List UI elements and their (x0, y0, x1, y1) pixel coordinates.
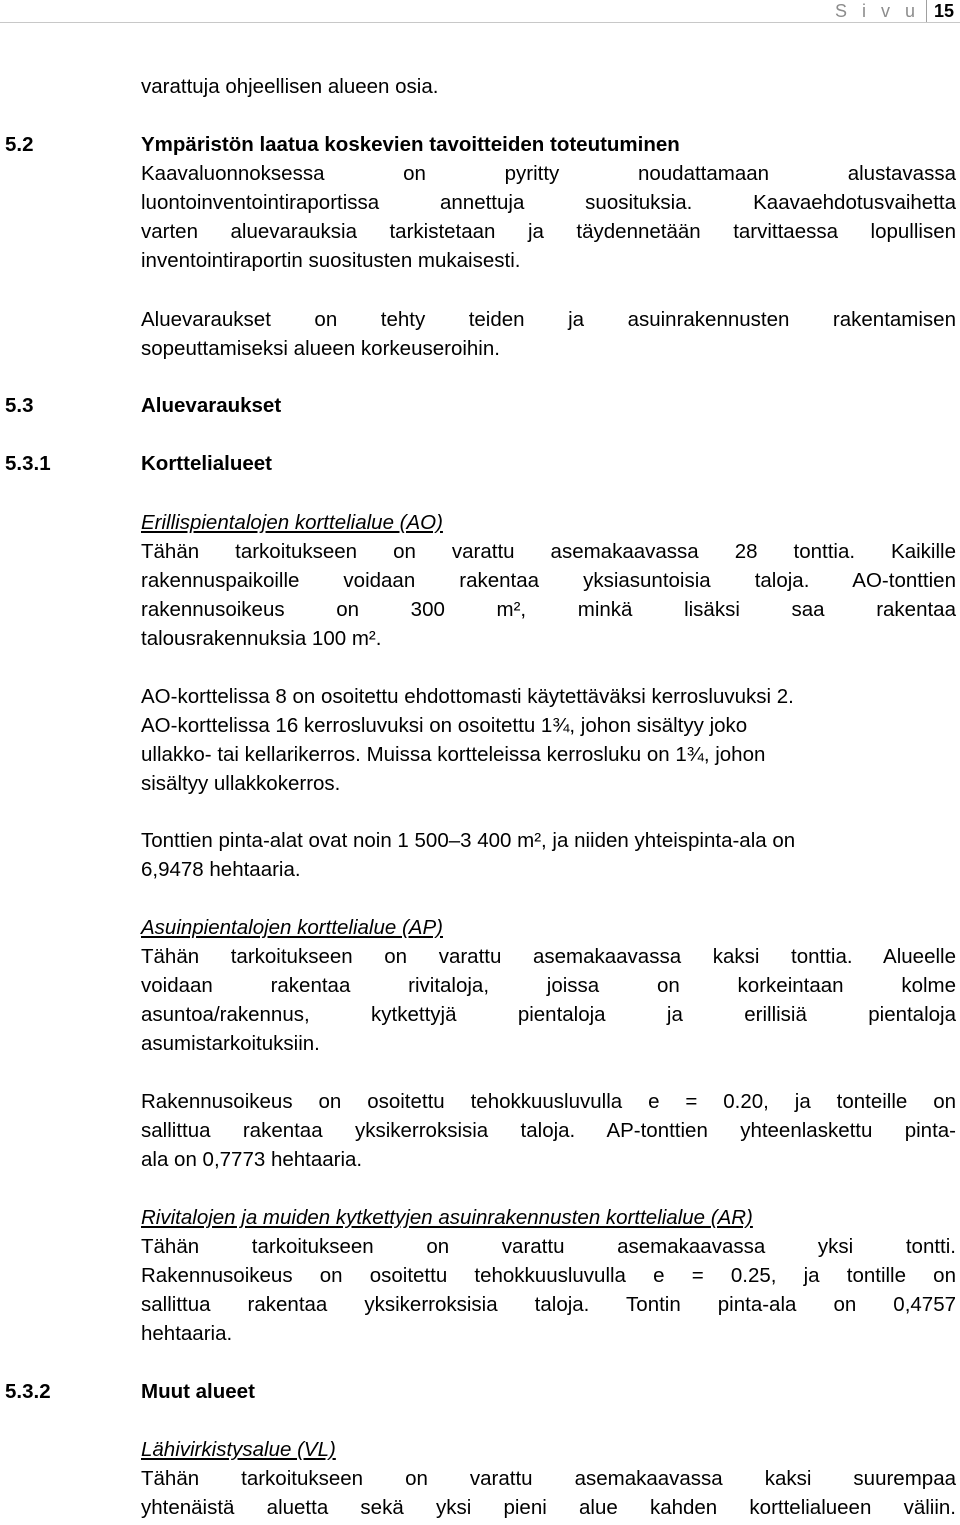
subsection-heading: Asuinpientalojen korttelialue (AP) (141, 916, 443, 939)
page-header (0, 0, 960, 22)
subsection-heading: Rivitalojen ja muiden kytkettyjen asuinrakennusten korttelialue (AR) (141, 1206, 753, 1229)
page-label: S i v u (834, 1, 920, 21)
subsection-heading: Lähivirkistysalue (VL) (141, 1438, 336, 1461)
section-number: 5.2 (5, 133, 34, 156)
text-line: sopeuttamiseksi alueen korkeuseroihin. (141, 337, 500, 360)
header-rule (0, 22, 960, 23)
paragraph (141, 682, 956, 798)
text-line: ala on 0,7773 hehtaaria. (141, 1148, 363, 1171)
paragraph (141, 159, 956, 275)
section-number: 5.3 (5, 394, 34, 417)
text-line: talousrakennuksia 100 m². (141, 627, 382, 650)
text-line: voidaan rakentaa rivitaloja, joissa on korkeintaan kolme (141, 974, 956, 997)
text-line: Tähän tarkoitukseen on varattu asemakaavassa kaksi tonttia. Alueelle (141, 945, 956, 968)
text-line: Tonttien pinta-alat ovat noin 1 500–3 400 m², ja niiden yhteispinta-ala on (141, 829, 796, 852)
text-line: luontoinventointiraportissa annettuja suosituksia. Kaavaehdotusvaihetta (141, 191, 956, 214)
text-line: Aluevaraukset on tehty teiden ja asuinrakennusten rakentamisen (141, 308, 956, 331)
text-line: asumistarkoituksiin. (141, 1032, 320, 1055)
text-line: Rakennusoikeus on osoitettu tehokkuusluvulla e = 0.25, ja tontille on (141, 1264, 956, 1287)
subsection-heading: Erillispientalojen korttelialue (AO) (141, 511, 443, 534)
text-line: ullakko- tai kellarikerros. Muissa kortteleissa kerrosluku on 1¾, johon (141, 743, 766, 766)
text-line: inventointiraportin suositusten mukaisesti. (141, 249, 521, 272)
text-line: sallittua rakentaa yksikerroksisia taloja. Tontin pinta-ala on 0,4757 (141, 1293, 956, 1316)
text-line: asuntoa/rakennus, kytkettyjä pientaloja ja erillisiä pientaloja (141, 1003, 956, 1026)
text-line: AO-korttelissa 8 on osoitettu ehdottomasti käytettäväksi kerrosluvuksi 2. (141, 685, 794, 708)
text-line: sallittua rakentaa yksikerroksisia taloja. AP-tonttien yhteenlaskettu pinta- (141, 1119, 956, 1142)
section-title: Muut alueet (141, 1380, 255, 1403)
text-line: Kaavaluonnoksessa on pyritty noudattamaan alustavassa (141, 162, 956, 185)
text-line: varattuja ohjeellisen alueen osia. (141, 75, 439, 98)
text-line: AO-korttelissa 16 kerrosluvuksi on osoitettu 1¾, johon sisältyy joko (141, 714, 748, 737)
paragraph (141, 826, 956, 884)
text-line: Rakennusoikeus on osoitettu tehokkuusluvulla e = 0.20, ja tonteille on (141, 1090, 956, 1113)
section-title: Aluevaraukset (141, 394, 282, 417)
paragraph (141, 305, 956, 363)
text-line: varten aluevarauksia tarkistetaan ja täydennetään tarvittaessa lopullisen (141, 220, 956, 243)
intro-paragraph (141, 72, 956, 101)
text-line: rakennuspaikoille voidaan rakentaa yksiasuntoisia taloja. AO-tonttien (141, 569, 956, 592)
page-number: 15 (933, 1, 954, 21)
text-line: Tähän tarkoitukseen on varattu asemakaavassa kaksi suurempaa (141, 1467, 956, 1490)
section-title: Ympäristön laatua koskevien tavoitteiden toteutuminen (141, 133, 680, 156)
subsection-ao (141, 508, 956, 653)
text-line: Tähän tarkoitukseen on varattu asemakaavassa yksi tontti. (141, 1235, 956, 1258)
text-line: rakennusoikeus on 300 m², minkä lisäksi saa rakentaa (141, 598, 956, 621)
text-line: hehtaaria. (141, 1322, 233, 1345)
header-separator (926, 0, 927, 22)
text-line: sisältyy ullakkokerros. (141, 772, 341, 795)
paragraph (141, 1087, 956, 1174)
section-title: Korttelialueet (141, 452, 272, 475)
text-line: Tähän tarkoitukseen on varattu asemakaavassa 28 tonttia. Kaikille (141, 540, 956, 563)
subsection-vl (141, 1435, 956, 1522)
subsection-ar (141, 1203, 956, 1348)
section-number: 5.3.1 (5, 452, 51, 475)
text-line: yhtenäistä aluetta sekä yksi pieni alue kahden korttelialueen väliin. (141, 1496, 956, 1519)
text-line: 6,9478 hehtaaria. (141, 858, 301, 881)
subsection-ap (141, 913, 956, 1058)
section-number: 5.3.2 (5, 1380, 51, 1403)
